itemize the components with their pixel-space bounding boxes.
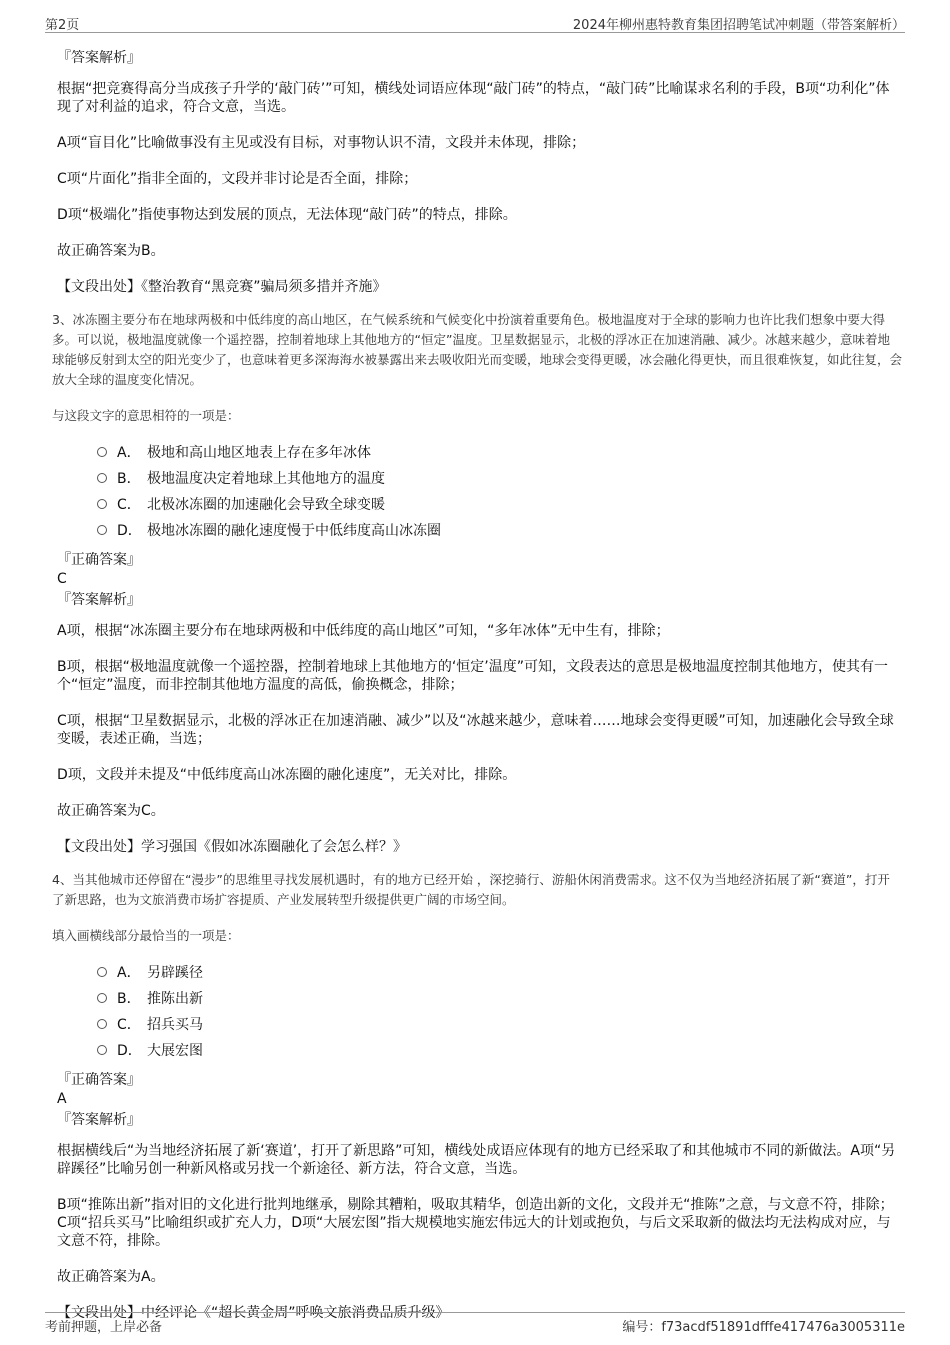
radio-icon[interactable] — [97, 1019, 107, 1029]
question-4-text: 4、当其他城市还停留在“漫步”的思维里寻找发展机遇时，有的地方已经开始 ，深挖骑行、游船休闲消费需求。这不仅为当地经济拓展了新“赛道”，打开了新思路，也为文旅消费市场扩容提质、产业发展转型升级提供更广阔的市场空间。 — [52, 872, 890, 907]
option-c[interactable]: C． 北极冰冻圈的加速融化会导致全球变暖 — [97, 492, 902, 518]
option-b[interactable]: B． 推陈出新 — [97, 986, 902, 1012]
analysis-paragraph: A项“盲目化”比喻做事没有主见或没有目标，对事物认识不清，文段并未体现，排除； — [57, 135, 586, 151]
question-3-options — [57, 440, 902, 544]
page-footer — [45, 1312, 905, 1335]
answer-conclusion: 故正确答案为B。 — [57, 243, 165, 259]
option-a[interactable]: A． 极地和高山地区地表上存在多年冰体 — [97, 440, 902, 466]
radio-icon[interactable] — [97, 967, 107, 977]
correct-answer-label: 『正确答案』 — [57, 552, 141, 568]
radio-icon[interactable] — [97, 473, 107, 483]
radio-icon[interactable] — [97, 525, 107, 535]
analysis-paragraph: D项，文段并未提及“中低纬度高山冰冻圈的融化速度”，无关对比，排除。 — [57, 767, 517, 783]
question-4-options — [57, 960, 902, 1064]
footer-slogan: 考前押题，上岸必备 — [45, 1320, 163, 1335]
analysis-paragraph: B项，根据“极地温度就像一个遥控器，控制着地球上其他地方的‘恒定’温度”可知，文段表达的意思是极地温度控制其他地方，使其有一个“恒定”温度，而非控制其他地方温度的高低，偷换概念，排除； — [57, 659, 889, 693]
option-d[interactable]: D． 大展宏图 — [97, 1038, 902, 1064]
document-id: 编号：f73acdf51891dfffe417476a3005311e — [622, 1320, 905, 1335]
answer-conclusion: 故正确答案为A。 — [57, 1269, 165, 1285]
correct-answer-label: 『正确答案』 — [57, 1072, 141, 1088]
analysis-paragraph: D项“极端化”指使事物达到发展的顶点，无法体现“敲门砖”的特点，排除。 — [57, 207, 517, 223]
document-title: 2024年柳州惠特教育集团招聘笔试冲刺题（带答案解析） — [572, 18, 905, 33]
question-3-text: 3、冰冻圈主要分布在地球两极和中低纬度的高山地区，在气候系统和气候变化中扮演着重要角色。极地温度对于全球的影响力也许比我们想象中要大得多。可以说，极地温度就像一个遥控器，控制着地球上其他地方的“恒定”温度。卫星数据显示，北极的浮冰正在加速消融、减少。冰越来越少，意味着地球能够反射到太空的阳光变少了，也意味着更多深海海水被暴露出来去吸收阳光而变暖，地球会变得更暖，冰会融化得更快，而且很难恢复，如此往复，会放大全球的温度变化情况。 — [52, 312, 903, 387]
analysis-paragraph: B项“推陈出新”指对旧的文化进行批判地继承，剔除其糟粕，吸取其精华，创造出新的文化，文段并无“推陈”之意，与文意不符，排除；C项“招兵买马”比喻组织或扩充人力，D项“大展宏图”指大规模地实施宏伟远大的计划或抱负，与后文采取新的做法均无法构成对应，与文意不符，排除。 — [57, 1197, 894, 1249]
option-a[interactable]: A． 另辟蹊径 — [97, 960, 902, 986]
radio-icon[interactable] — [97, 1045, 107, 1055]
question-3-prompt: 与这段文字的意思相符的一项是： — [52, 408, 240, 423]
source-citation: 【文段出处】学习强国《假如冰冻圈融化了会怎么样？》 — [57, 839, 407, 855]
analysis-label: 『答案解析』 — [57, 1112, 141, 1128]
analysis-paragraph: 根据横线后“为当地经济拓展了新‘赛道’，打开了新思路”可知，横线处成语应体现有的地方已经采取了和其他城市不同的新做法。A项“另辟蹊径”比喻另创一种新风格或另找一个新途径、新方法，符合文意，当选。 — [57, 1143, 896, 1177]
analysis-paragraph: 根据“把竞赛得高分当成孩子升学的‘敲门砖’”可知，横线处词语应体现“敲门砖”的特点，“敲门砖”比喻谋求名利的手段，B项“功利化”体现了对利益的追求，符合文意，当选。 — [57, 81, 890, 115]
analysis-paragraph: A项，根据“冰冻圈主要分布在地球两极和中低纬度的高山地区”可知，“多年冰体”无中生有，排除； — [57, 623, 670, 639]
correct-answer: A — [57, 1091, 67, 1107]
option-d[interactable]: D． 极地冰冻圈的融化速度慢于中低纬度高山冰冻圈 — [97, 518, 902, 544]
analysis-label: 『答案解析』 — [57, 50, 141, 66]
analysis-paragraph: C项“片面化”指非全面的，文段并非讨论是否全面，排除； — [57, 171, 418, 187]
radio-icon[interactable] — [97, 447, 107, 457]
question-4-prompt: 填入画横线部分最恰当的一项是： — [52, 928, 240, 943]
analysis-label: 『答案解析』 — [57, 592, 141, 608]
option-b[interactable]: B． 极地温度决定着地球上其他地方的温度 — [97, 466, 902, 492]
source-citation: 【文段出处】中经评论《“超长黄金周”呼唤文旅消费品质升级》 — [57, 1305, 450, 1321]
page-number: 第2页 — [45, 18, 80, 33]
radio-icon[interactable] — [97, 993, 107, 1003]
answer-conclusion: 故正确答案为C。 — [57, 803, 165, 819]
option-c[interactable]: C． 招兵买马 — [97, 1012, 902, 1038]
correct-answer: C — [57, 571, 67, 587]
source-citation: 【文段出处】《整治教育“黑竞赛”骗局须多措并齐施》 — [57, 279, 387, 295]
analysis-paragraph: C项，根据“卫星数据显示，北极的浮冰正在加速消融、减少”以及“冰越来越少，意味着……地球会变得更暖”可知，加速融化会导致全球变暖，表述正确，当选； — [57, 713, 894, 747]
page-header — [45, 12, 905, 33]
document-body — [52, 48, 903, 1322]
radio-icon[interactable] — [97, 499, 107, 509]
